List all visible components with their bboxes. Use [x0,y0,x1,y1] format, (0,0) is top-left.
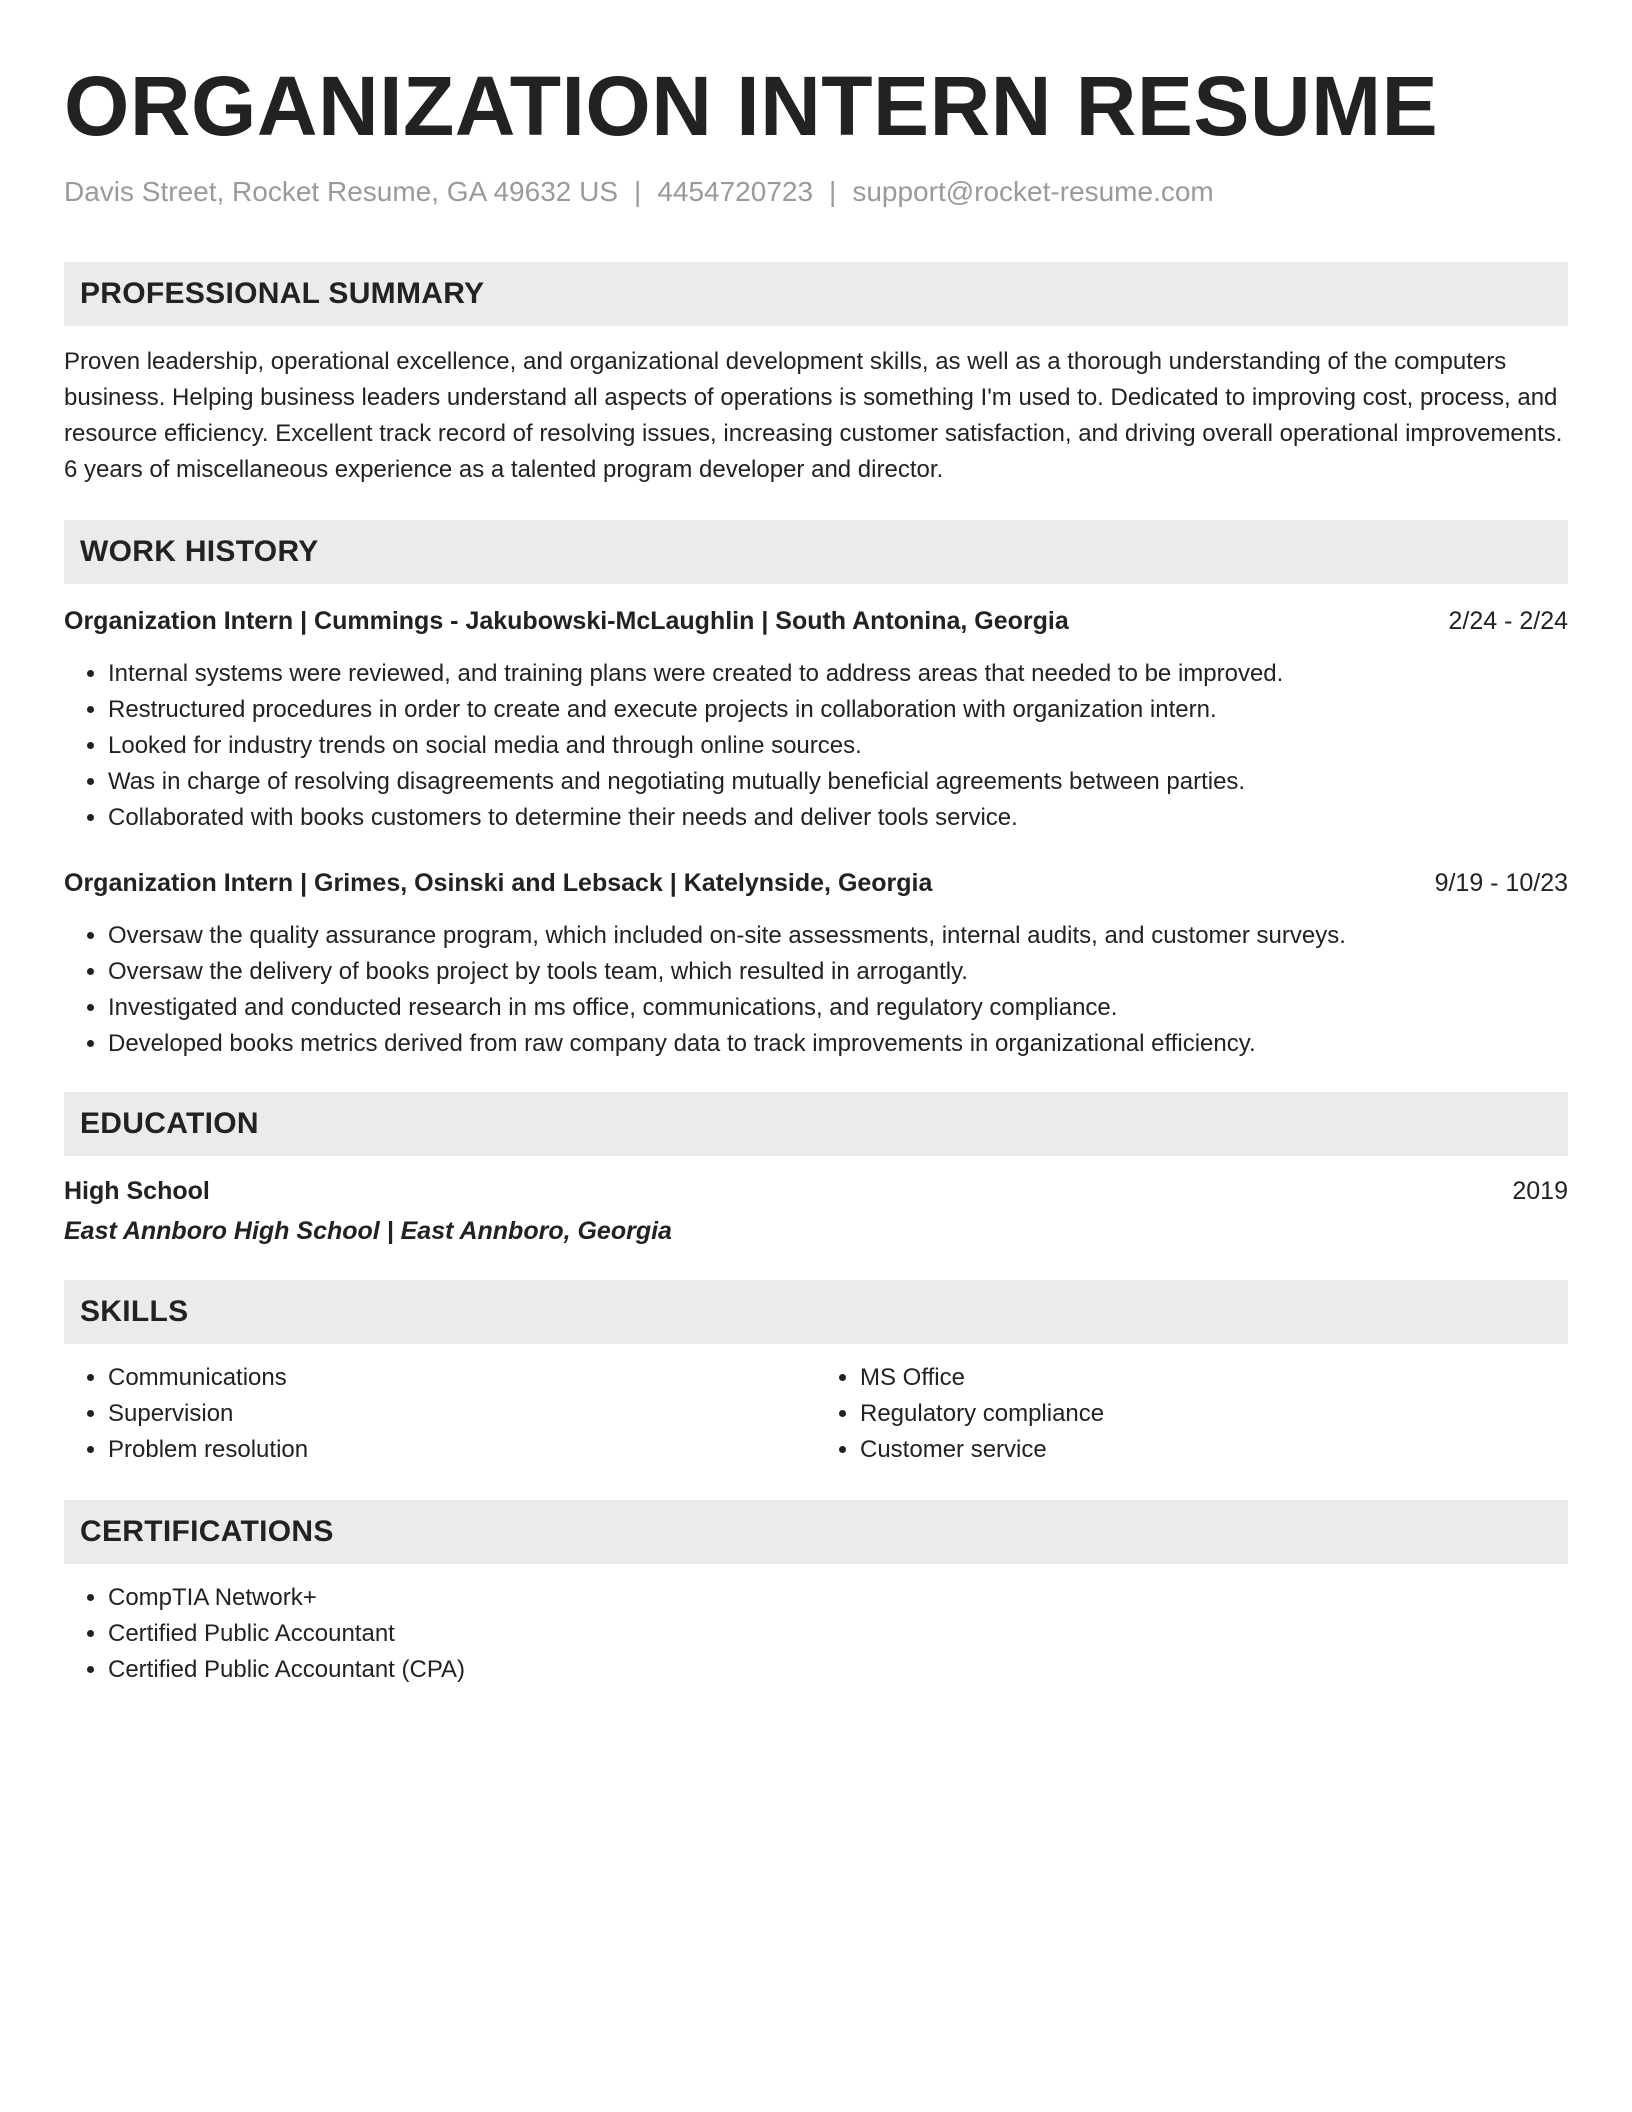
list-item: • Was in charge of resolving disagreements and negotiating mutually beneficial agreements between parties. [108,764,1568,800]
contact-separator: | [634,176,642,207]
certifications-list [64,1580,1568,1688]
section-heading-education: EDUCATION [64,1092,1568,1156]
list-item: • Problem resolution [108,1432,816,1468]
list-item: • Regulatory compliance [860,1396,1568,1432]
contact-address: Davis Street, Rocket Resume, GA 49632 US [64,176,619,207]
education-entry [64,1174,1568,1208]
skills-grid [64,1360,1568,1468]
list-item: • Developed books metrics derived from raw company data to track improvements in organizational efficiency. [108,1026,1568,1062]
list-item: • Certified Public Accountant [108,1616,1568,1652]
job-bullet-list [64,656,1568,836]
job-title: Organization Intern | Grimes, Osinski and Lebsack | Katelynside, Georgia [64,869,933,897]
contact-phone: 4454720723 [657,176,814,207]
list-item: • Investigated and conducted research in ms office, communications, and regulatory compliance. [108,990,1568,1026]
job-bullet-list [64,918,1568,1062]
section-heading-certifications: CERTIFICATIONS [64,1500,1568,1564]
section-heading-summary: PROFESSIONAL SUMMARY [64,262,1568,326]
education-year: 2019 [1512,1177,1568,1205]
list-item: • Certified Public Accountant (CPA) [108,1652,1568,1688]
contact-email: support@rocket-resume.com [852,176,1214,207]
section-heading-work-history: WORK HISTORY [64,520,1568,584]
job-dates: 2/24 - 2/24 [1448,607,1568,635]
list-item: • Looked for industry trends on social media and through online sources. [108,728,1568,764]
contact-line [64,174,1568,210]
contact-separator: | [829,176,837,207]
section-heading-skills: SKILLS [64,1280,1568,1344]
job-header [64,866,1568,900]
job-header [64,604,1568,638]
summary-text: Proven leadership, operational excellence, and organizational development skills, as well as a thorough understanding of the computers business. Helping business leaders understand all aspects of operations is something I'm used to. Dedicated to improving cost, process, and resource efficiency. Excellent track record of resolving issues, increasing customer satisfaction, and driving overall operational improvements. 6 years of miscellaneous experience as a talented program developer and director. [64,348,1563,483]
education-school: East Annboro High School | East Annboro, Georgia [64,1217,672,1245]
resume-title: ORGANIZATION INTERN RESUME [64,59,1439,153]
education-degree: High School [64,1177,210,1205]
skills-list-left [64,1360,816,1468]
job-entry [64,866,1568,1062]
list-item: • Restructured procedures in order to create and execute projects in collaboration with organization intern. [108,692,1568,728]
list-item: • Communications [108,1360,816,1396]
list-item: • Supervision [108,1396,816,1432]
list-item: • Internal systems were reviewed, and training plans were created to address areas that needed to be improved. [108,656,1568,692]
list-item: • Collaborated with books customers to determine their needs and deliver tools service. [108,800,1568,836]
list-item: • Oversaw the quality assurance program, which included on-site assessments, internal audits, and customer surveys. [108,918,1568,954]
job-dates: 9/19 - 10/23 [1434,869,1568,897]
list-item: • Customer service [860,1432,1568,1468]
list-item: • CompTIA Network+ [108,1580,1568,1616]
skills-list-right [816,1360,1568,1468]
job-entry [64,604,1568,836]
job-title: Organization Intern | Cummings - Jakubowski-McLaughlin | South Antonina, Georgia [64,607,1069,635]
list-item: • MS Office [860,1360,1568,1396]
list-item: • Oversaw the delivery of books project by tools team, which resulted in arrogantly. [108,954,1568,990]
